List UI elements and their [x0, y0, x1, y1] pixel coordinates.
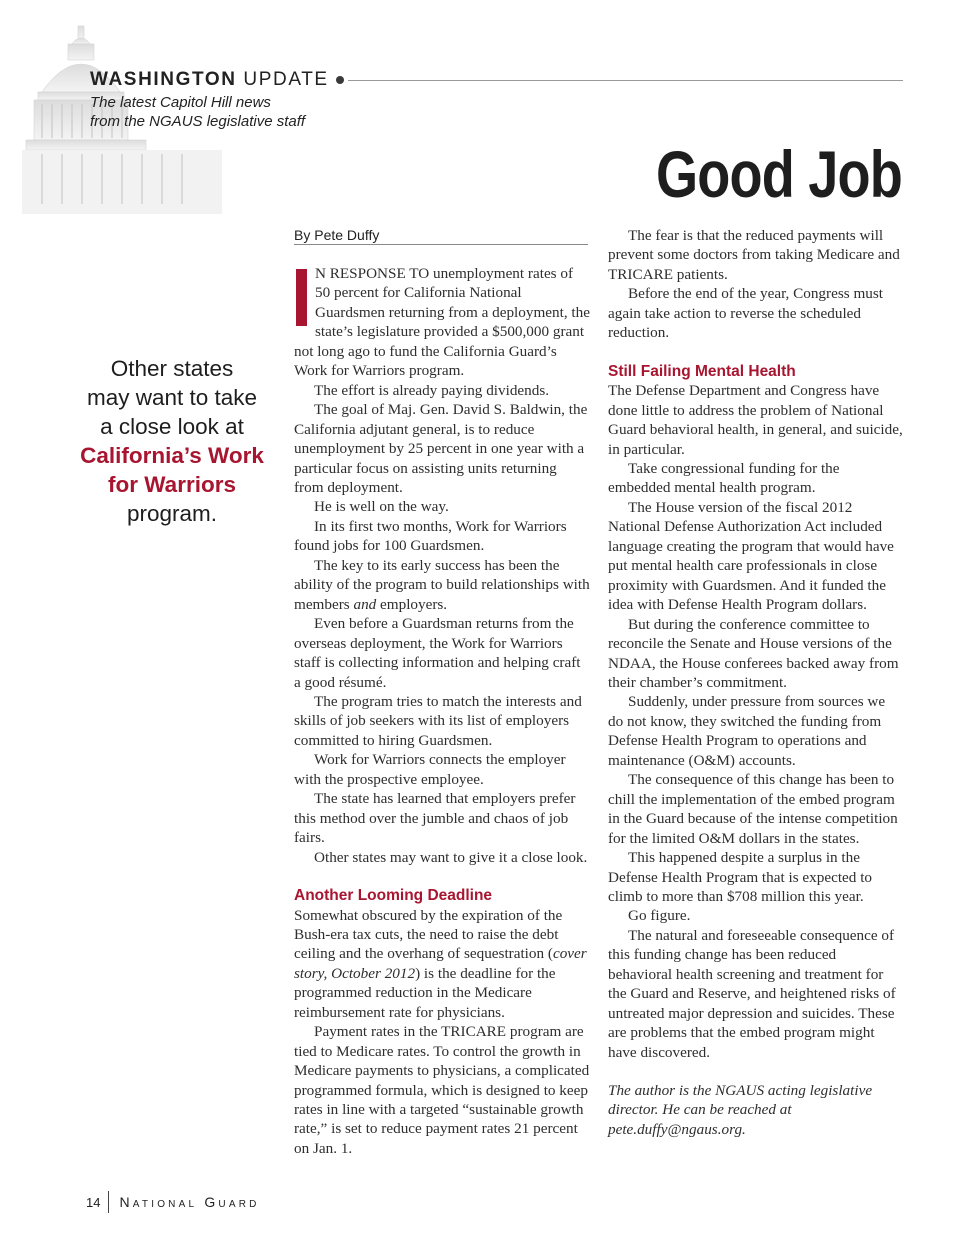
header-rule: [348, 80, 903, 81]
paragraph: Other states may want to give it a close look.: [314, 848, 588, 866]
paragraph: Suddenly, under pressure from sources we do not know, they switched the funding from Defense Health Program to operations and maintenance (O&M) accounts.: [608, 693, 886, 769]
author-note: The author is the NGAUS acting legislative director. He can be reached at pete.duffy@ngaus.org.: [608, 1082, 873, 1138]
paragraph: The state has learned that employers prefer this method over the jumble and chaos of job fairs.: [294, 790, 576, 847]
footer-divider: [108, 1191, 109, 1213]
paragraph: Go figure.: [628, 907, 691, 925]
paragraph: The key to its early success has been the ability of the program to build relationships with members and employers.: [294, 556, 590, 613]
paragraph: Payment rates in the TRICARE program are tied to Medicare rates. To control the growth in Medicare payments to physicians, a complicated programmed formula, which is designed to keep rates in line with a targeted “sustainable growth rate,” is set to reduce payment rates 21 percent on Jan. 1.: [294, 1023, 590, 1157]
section-title: WASHINGTON UPDATE: [90, 69, 329, 90]
byline: By Pete Duffy: [294, 227, 588, 245]
paragraph: The fear is that the reduced payments will prevent some doctors from taking Medicare and TRICARE patients.: [608, 227, 900, 283]
paragraph: N RESPONSE TO unemployment rates of 50 percent for California National Guardsmen returning from a deployment, the state’s legislature provided a $500,000 grant not long ago to fund the California Guard’s Work for Warriors program.: [294, 265, 590, 380]
paragraph: The goal of Maj. Gen. David S. Baldwin, the California adjutant general, is to reduce unemployment by 25 percent in one year with a particular focus on assisting units returning from deployment.: [294, 401, 588, 496]
paragraph: The Defense Department and Congress have done little to address the problem of National Guard behavioral health, in general, and suicide, in particular.: [608, 382, 903, 458]
paragraph: Before the end of the year, Congress must again take action to reverse the scheduled reduction.: [608, 285, 883, 342]
paragraph: The natural and foreseeable consequence of this funding change has been reduced behavioral health screening and treatment for the Guard and Reserve, and heightened risks of untreated major depression and suicides. These are problems that the embed program might have discovered.: [608, 926, 896, 1061]
paragraph: The House version of the fiscal 2012 National Defense Authorization Act included language creating the program that would have put mental health care professionals in close proximity with Guardsmen. And it funded the idea with Defense Health Program dollars.: [608, 498, 894, 614]
paragraph: This happened despite a surplus in the Defense Health Program that is expected to climb to more than $708 million this year.: [608, 849, 873, 905]
drop-cap: [296, 269, 307, 326]
paragraph: Work for Warriors connects the employer with the prospective employee.: [294, 751, 566, 788]
publication-name: National Guard: [119, 1194, 260, 1210]
paragraph: He is well on the way.: [314, 498, 449, 516]
pull-quote: Other states may want to take a close look at California’s Work for Warriors program.: [80, 356, 264, 526]
page-number: 14: [86, 1194, 101, 1210]
paragraph: The effort is already paying dividends.: [314, 381, 550, 399]
paragraph: Even before a Guardsman returns from the overseas deployment, the Work for Warriors staff is collecting information and helping craft a good résumé.: [294, 615, 581, 691]
paragraph: The consequence of this change has been to chill the implementation of the embed program in the Guard because of the intense competition for the limited O&M dollars in the states.: [608, 771, 898, 847]
paragraph: Somewhat obscured by the expiration of the Bush-era tax cuts, the need to raise the debt ceiling and the overhang of sequestration (cover story, October 2012) is the deadline for the programmed reduction in the Medicare reimbursement rate for physicians.: [294, 906, 587, 1021]
pull-quote-highlight: California’s Work: [80, 443, 264, 468]
subheading: Another Looming Deadline: [294, 887, 493, 905]
paragraph: But during the conference committee to reconcile the Senate and House versions of the NDAA, the House conferees backed away from their chamber’s commitment.: [608, 615, 899, 691]
subheading: Still Failing Mental Health: [608, 362, 796, 380]
article-column-1: [294, 264, 590, 1158]
article-column-2: [608, 226, 904, 1139]
page-footer: [86, 1191, 260, 1213]
header-dot: [336, 76, 344, 84]
paragraph: In its first two months, Work for Warriors found jobs for 100 Guardsmen.: [294, 517, 567, 555]
paragraph: Take congressional funding for the embedded mental health program.: [608, 459, 840, 497]
paragraph: The program tries to match the interests and skills of job seekers with its list of employers committed to hiring Guardsmen.: [294, 692, 582, 749]
pull-quote-highlight: for Warriors: [108, 472, 236, 497]
section-subtitle: The latest Capitol Hill news from the NGAUS legislative staff: [90, 94, 306, 130]
article-title: Good Job: [656, 137, 902, 211]
